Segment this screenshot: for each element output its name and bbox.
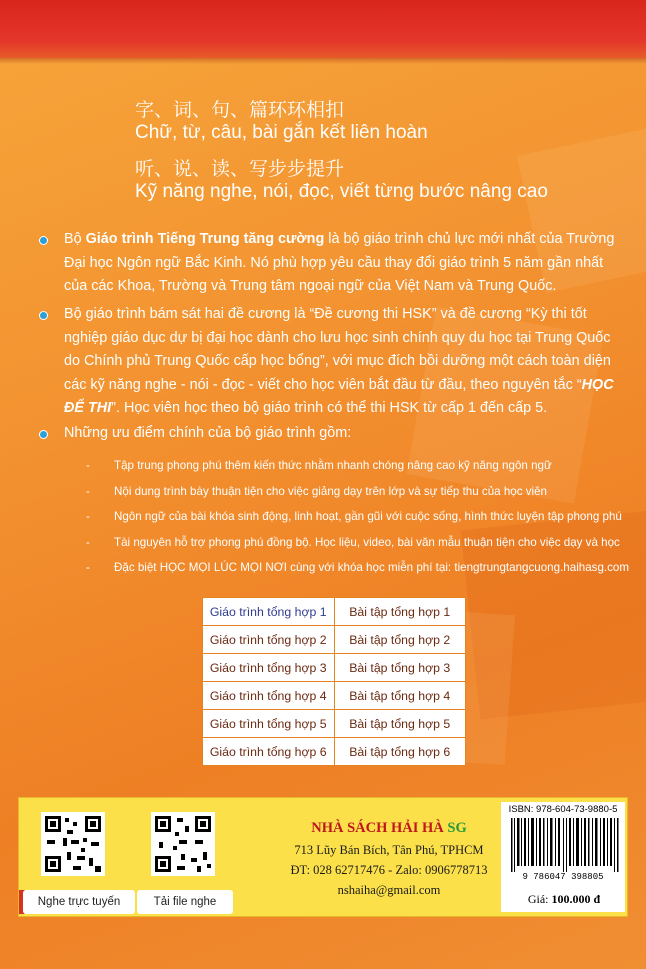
intro-paragraph-1 xyxy=(64,228,619,299)
table-cell: Bài tập tổng hợp 3 xyxy=(334,654,466,682)
publisher-email: nshaiha@gmail.com xyxy=(337,883,441,897)
publisher-address: 713 Lũy Bán Bích, Tân Phú, TPHCM xyxy=(294,843,484,857)
barcode-digits: 9 786047 398805 xyxy=(522,872,604,882)
price-value: 100.000 đ xyxy=(551,892,601,906)
table-cell: Giáo trình tổng hợp 1 xyxy=(203,598,335,626)
table-row xyxy=(203,682,466,710)
table-cell: Giáo trình tổng hợp 3 xyxy=(203,654,335,682)
list-item xyxy=(86,453,606,479)
top-red-band xyxy=(0,0,646,58)
publisher-phone: ĐT: 028 62717476 - Zalo: 0906778713 xyxy=(290,863,488,877)
list-item xyxy=(86,479,606,505)
intro-bold-title: Giáo trình Tiếng Trung tăng cường xyxy=(85,231,325,247)
feature-text: Tài nguyên hỗ trợ phong phú đồng bộ. Học liệu, video, bài văn mẫu thuận tiện cho việc dạy và học xyxy=(114,535,620,549)
feature-text: Ngôn ngữ của bài khóa sinh động, linh hoạt, gần gũi với cuộc sống, hình thức luyện tập phong phú xyxy=(114,510,622,524)
bullet-dot-icon xyxy=(40,312,47,319)
isbn-number: ISBN: 978-604-73-9880-5 xyxy=(508,804,618,815)
table-cell: Bài tập tổng hợp 2 xyxy=(334,626,466,654)
qr-code-icon xyxy=(41,812,105,876)
table-row xyxy=(203,626,466,654)
table-row xyxy=(203,598,466,626)
table-cell: Bài tập tổng hợp 5 xyxy=(334,710,466,738)
table-cell: Bài tập tổng hợp 1 xyxy=(334,598,466,626)
table-row xyxy=(203,710,466,738)
intro-bold-slogan: HỌC ĐỂ THI xyxy=(64,376,614,416)
table-cell: Giáo trình tổng hợp 4 xyxy=(203,682,335,710)
qr-code-icon xyxy=(151,812,215,876)
barcode-icon xyxy=(511,818,619,872)
intro-text: Bộ xyxy=(64,231,86,247)
slogan-vietnamese-2: Kỹ năng nghe, nói, đọc, viết từng bước nâng cao xyxy=(135,181,548,202)
publisher-name xyxy=(259,816,519,840)
table-cell: Giáo trình tổng hợp 2 xyxy=(203,626,335,654)
slogan-vietnamese-1: Chữ, từ, câu, bài gắn kết liên hoàn xyxy=(135,122,428,143)
intro-paragraph-3: Những ưu điểm chính của bộ giáo trình gồm: xyxy=(64,425,352,441)
table-cell: Bài tập tổng hợp 6 xyxy=(334,738,466,766)
dash-marker: - xyxy=(86,484,90,498)
publisher-panel xyxy=(18,797,628,917)
dash-marker: - xyxy=(86,459,90,472)
feature-list xyxy=(86,453,630,581)
table-row xyxy=(203,738,466,766)
qr-code-download-audio[interactable] xyxy=(151,812,215,876)
price xyxy=(509,892,619,907)
isbn-barcode-box xyxy=(501,802,625,912)
book-series-table xyxy=(202,597,466,766)
dash-marker: - xyxy=(86,561,90,575)
table-cell: Giáo trình tổng hợp 5 xyxy=(203,710,335,738)
dash-marker: - xyxy=(86,510,90,524)
intro-text: ”. Học viên học theo bộ giáo trình có thể thi HSK từ cấp 1 đến cấp 5. xyxy=(111,400,548,416)
list-item xyxy=(86,555,630,581)
download-audio-label: Tải file nghe xyxy=(137,890,233,914)
dash-marker: - xyxy=(86,535,90,549)
bullet-dot-icon xyxy=(40,431,47,438)
slogan-chinese-1: 字、词、句、篇环环相扣 xyxy=(135,100,345,121)
publisher-info xyxy=(259,816,519,900)
feature-text: Nội dung trình bày thuận tiện cho việc giảng dạy trên lớp và sự tiếp thu của học viên xyxy=(114,484,548,498)
intro-text: Bộ giáo trình bám sát hai đề cương là “Đề cương thi HSK” và đề cương “Kỳ thi tốt nghiệp giáo dục dự bị đại học dành cho lưu học sinh chính quy du học tại Trung Quốc do Chính phủ Trung Quốc cấp học bổng”, với mục đích bồi dưỡng một cách toàn diện các kỹ năng nghe - nói - đọc - viết cho học viên bắt đầu từ đầu, theo nguyên tắc “ xyxy=(64,306,611,393)
intro-paragraph-2 xyxy=(64,303,619,421)
price-label: Giá: xyxy=(527,892,552,906)
listen-online-label: Nghe trực tuyến xyxy=(23,890,135,914)
list-item xyxy=(86,530,620,556)
list-item xyxy=(86,504,622,530)
feature-text: Đặc biệt HỌC MỌI LÚC MỌI NƠI cùng với khóa học miễn phí tại: tiengtrungtangcuong.haihasg.com xyxy=(114,561,630,575)
intro-text: là bộ giáo trình chủ lực mới nhất của Trường Đại học Ngôn ngữ Bắc Kinh. Nó phù hợp yêu cầu thay đổi giáo trình 5 năm gần nhất của các Khoa, Trường và Trung tâm ngoại ngữ của Việt Nam và Trung Quốc. xyxy=(64,231,615,294)
publisher-name-text: NHÀ SÁCH HẢI HÀ xyxy=(311,820,444,836)
table-row xyxy=(203,654,466,682)
table-cell: Giáo trình tổng hợp 6 xyxy=(203,738,335,766)
feature-text: Tập trung phong phú thêm kiến thức nhằm nhanh chóng nâng cao kỹ năng ngôn ngữ xyxy=(114,459,552,472)
qr-code-listen-online[interactable] xyxy=(41,812,105,876)
bullet-dot-icon xyxy=(40,237,47,244)
slogan-chinese-2: 听、说、读、写步步提升 xyxy=(135,159,345,180)
publisher-name-suffix: SG xyxy=(447,820,467,836)
table-cell: Bài tập tổng hợp 4 xyxy=(334,682,466,710)
